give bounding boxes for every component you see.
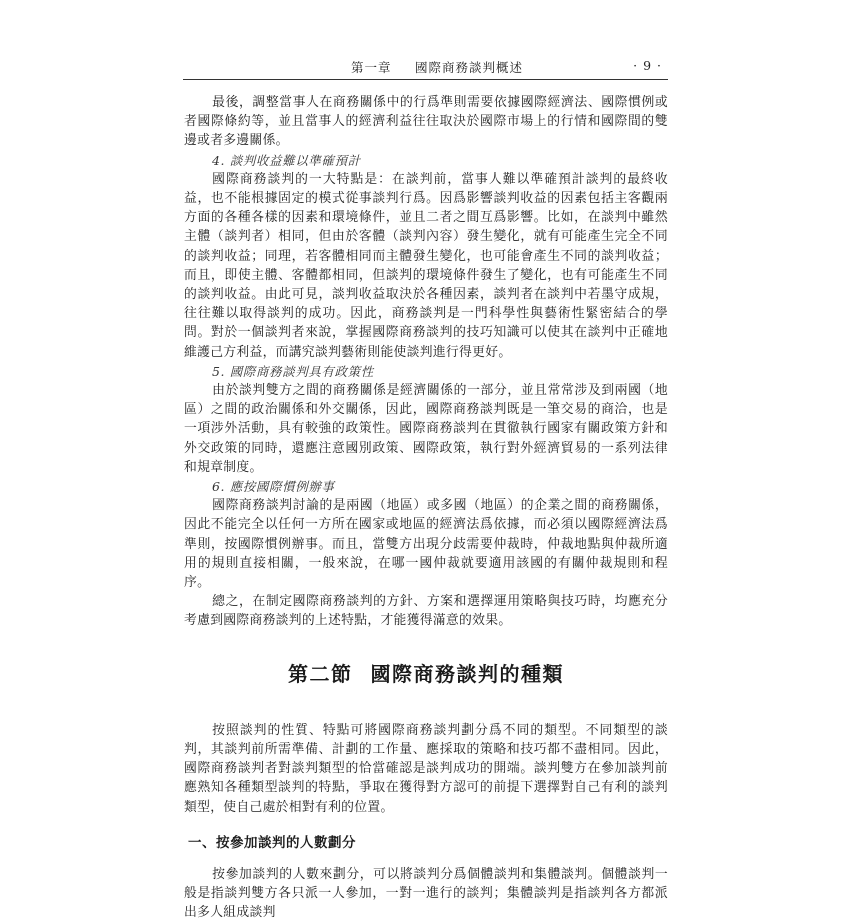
paragraph-point-4: 國際商務談判的一大特點是：在談判前，當事人難以準確預計談判的最終收益，也不能根據固定的模式從事談判行爲。因爲影響談判收益的因素包括主客觀兩方面的各種各樣的因素和環境條件，並且二者之間互爲影響。比如，在談判中雖然主體（談判者）相同，但由於客體（談判內容）發生變化，就有可能產生完全不同的談判收益；同理，若客體相同而主體發生變化，也可能會產生不同的談判收益；而且，即使主體、客體都相同，但談判的環境條件發生了變化，也有可能產生不同的談判收益。由此可見，談判收益取決於各種因素，談判者在談判中若墨守成規，往往難以取得談判的成功。因此，商務談判是一門科學性與藝術性緊密結合的學問。對於一個談判者來說，掌握國際商務談判的技巧知識可以使其在談判中正確地維護己方利益，而講究談判藝術則能使談判進行得更好。: [184, 171, 668, 360]
paragraph-point-5: 由於談判雙方之間的商務關係是經濟關係的一部分，並且常常涉及到兩國（地區）之間的政治關係和外交關係，因此，國際商務談判既是一筆交易的商洽，也是一項涉外活動，具有較強的政策性。國際商務談判在貫徹執行國家有關政策方針和外交政策的同時，還應注意國別政策、國際政策，執行對外經濟貿易的一系列法律和規章制度。: [184, 383, 668, 475]
section-number: 第二節: [288, 661, 353, 686]
paragraph-section-intro: 按照談判的性質、特點可將國際商務談判劃分爲不同的類型。不同類型的談判，其談判前所需準備、計劃的工作量、應採取的策略和技巧都不盡相同。因此，國際商務談判者對談判類型的恰當確認是談判成功的開端。談判雙方在參加談判前應熟知各種類型談判的特點，爭取在獲得對方認可的前提下選擇對自己有利的談判類型，使自己處於相對有利的位置。: [184, 722, 668, 815]
section-heading: [184, 661, 668, 687]
chapter-title: 國際商務談判概述: [415, 60, 524, 75]
point-5-heading: 5. 國際商務談判具有政策性: [212, 363, 374, 379]
chapter-label: 第一章: [351, 60, 392, 75]
section-title: 國際商務談判的種類: [370, 661, 564, 686]
page-number: · 9 ·: [633, 58, 662, 73]
header-divider: [183, 79, 668, 80]
point-6-heading: 6. 應按國際慣例辦事: [212, 479, 335, 495]
page-content: [184, 93, 668, 922]
subsection-heading: 一、按參加談判的人數劃分: [188, 834, 356, 851]
paragraph-summary: 總之，在制定國際商務談判的方針、方案和選擇運用策略與技巧時，均應充分考慮到國際商務談判的上述特點，才能獲得滿意的效果。: [184, 594, 668, 629]
paragraph-subsection-text: 按參加談判的人數來劃分，可以將談判分爲個體談判和集體談判。個體談判一般是指談判雙方各只派一人參加，一對一進行的談判；集體談判是指談判各方都派出多人組成談判: [184, 866, 668, 921]
paragraph-point-6: 國際商務談判討論的是兩國（地區）或多國（地區）的企業之間的商務關係，因此不能完全以任何一方所在國家或地區的經濟法爲依據，而必須以國際經濟法爲準則，按國際慣例辦事。而且，當雙方出現分歧需要仲裁時，仲裁地點與仲裁所適用的規則直接相關，一般來說，在哪一國仲裁就要適用該國的有關仲裁規則和程序。: [184, 498, 668, 591]
point-4-heading: 4. 談判收益難以準確預計: [212, 152, 361, 168]
paragraph-conclusion-of-point-3: 最後，調整當事人在商務關係中的行爲準則需要依據國際經濟法、國際慣例或者國際條約等，並且當事人的經濟利益往往取決於國際市場上的行情和國際間的雙邊或者多邊關係。: [184, 95, 668, 149]
running-header: [183, 58, 668, 78]
